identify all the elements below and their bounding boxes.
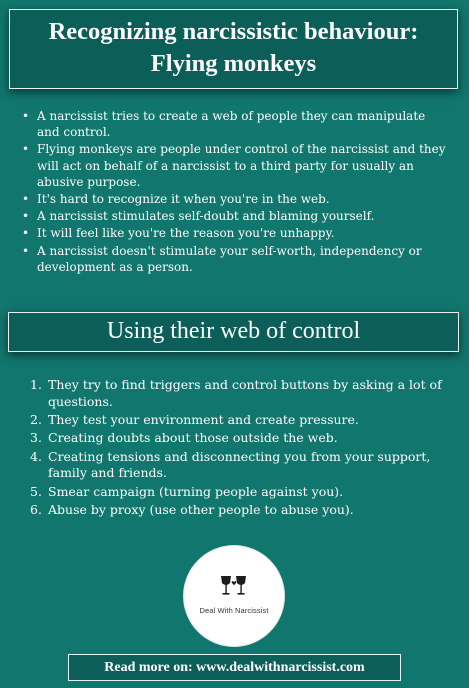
list-item [20,141,450,190]
step-number: 4. [30,448,42,464]
step-number: 5. [30,483,42,499]
step-text: Smear campaign (turning people against you). [48,483,344,499]
step-text: Creating tensions and disconnecting you from your support, family and friends. [48,448,431,481]
logo-text: Deal With Narcissist [199,606,269,615]
bullet-text: It's hard to recognize it when you're in the web. [37,192,330,207]
page-title-line-2: Flying monkeys [150,50,317,77]
bullet-marker: • [22,192,30,207]
list-item [20,191,450,207]
page-title-line-1: Recognizing narcissistic behaviour: [48,18,419,45]
list-item [30,430,442,447]
list-item [30,377,442,411]
footer-link[interactable]: Read more on: www.dealwithnarcissist.com [68,654,401,681]
list-item [20,225,450,241]
section-title: Using their web of control [106,318,361,344]
broken-heart-glasses-icon [219,572,249,602]
step-number: 1. [30,377,42,392]
control-steps-list [30,377,442,520]
list-item [20,243,450,275]
list-item [30,412,442,429]
step-text: Creating doubts about those outside the web. [48,430,338,446]
bullet-text: Flying monkeys are people under control of the narcissist and they will act on behalf of a narcissist to a third party for usually an abusive purpose. [37,142,446,189]
list-item [30,502,442,519]
bullet-marker: • [22,226,30,241]
bullet-text: A narcissist tries to create a web of people they can manipulate and control. [37,109,426,140]
title-banner [9,9,458,89]
bullet-marker: • [22,243,30,258]
bullet-text: A narcissist stimulates self-doubt and blaming yourself. [37,209,375,224]
logo [184,546,284,646]
list-item [30,449,442,483]
bullet-marker: • [22,209,30,224]
list-item [30,484,442,501]
bullet-text: A narcissist doesn't stimulate your self-worth, independency or development as a person. [37,243,422,274]
bullet-marker: • [22,109,30,123]
step-text: They test your environment and create pressure. [48,412,359,428]
section-banner [8,312,459,352]
step-number: 3. [30,430,42,446]
behaviour-bullet-list [20,108,450,276]
bullet-marker: • [22,142,30,157]
step-text: They try to find triggers and control buttons by asking a lot of questions. [48,377,442,409]
list-item [20,108,450,140]
step-number: 2. [30,412,42,428]
bullet-text: It will feel like you're the reason you're unhappy. [37,226,335,241]
list-item [20,208,450,224]
step-number: 6. [30,502,42,518]
step-text: Abuse by proxy (use other people to abuse you). [48,502,354,518]
